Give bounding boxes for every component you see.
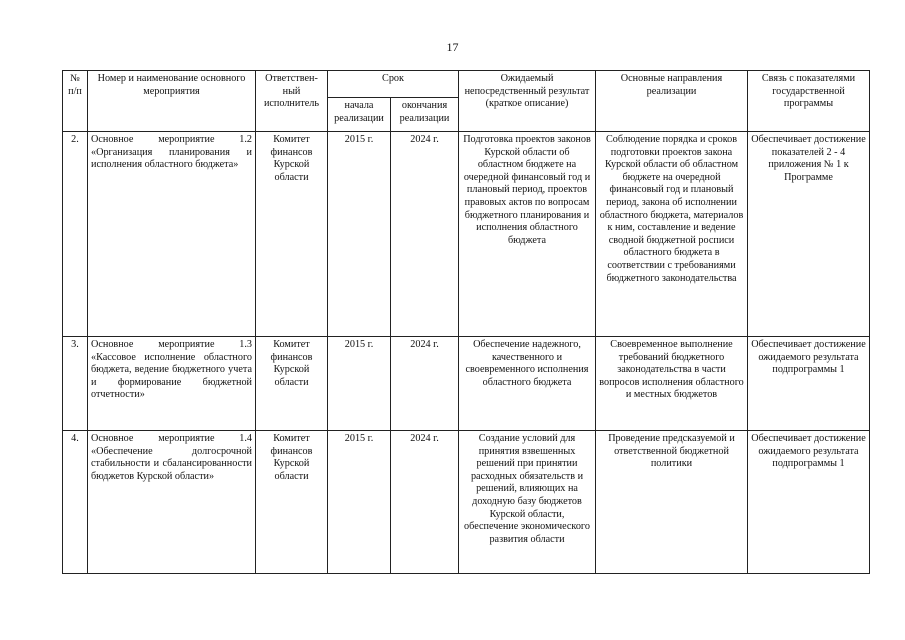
row-responsible: Комитет финансов Курской области [256, 431, 328, 574]
header-end: окончания реализации [391, 98, 459, 132]
header-start: начала реализации [328, 98, 391, 132]
row-start: 2015 г. [328, 337, 391, 431]
table-row [63, 132, 870, 337]
row-name: Основное мероприятие 1.4 «Обеспечение долгосрочной стабильности и сбалансированности бюджетов Курской области» [88, 431, 256, 574]
row-directions: Соблюдение порядка и сроков подготовки проектов закона Курской области об областном бюджете на очередной финансовый год и плановый период, закона об исполнении областного бюджета, материалов к ним, составление и ведение сводной бюджетной росписи областного бюджета в соответствии с требованиями бюджетного законодательства [596, 132, 748, 337]
row-end: 2024 г. [391, 337, 459, 431]
row-start: 2015 г. [328, 431, 391, 574]
row-end: 2024 г. [391, 132, 459, 337]
row-responsible: Комитет финансов Курской области [256, 132, 328, 337]
row-num: 4. [63, 431, 88, 574]
row-result: Обеспечение надежного, качественного и своевременного исполнения областного бюджета [459, 337, 596, 431]
measures-table [62, 70, 870, 574]
header-period: Срок [328, 71, 459, 98]
row-directions: Своевременное выполнение требований бюджетного законодательства в части вопросов исполнения областного и местных бюджетов [596, 337, 748, 431]
header-result: Ожидаемый непосредственный результат (краткое описание) [459, 71, 596, 132]
row-end: 2024 г. [391, 431, 459, 574]
row-directions: Проведение предсказуемой и ответственной бюджетной политики [596, 431, 748, 574]
row-link: Обеспечивает достижение ожидаемого результата подпрограммы 1 [748, 431, 870, 574]
header-link: Связь с показателями государственной программы [748, 71, 870, 132]
page-number: 17 [446, 40, 459, 54]
row-responsible: Комитет финансов Курской области [256, 337, 328, 431]
row-link: Обеспечивает достижение показателей 2 - 4 приложения № 1 к Программе [748, 132, 870, 337]
header-responsible: Ответствен-ный исполнитель [256, 71, 328, 132]
row-result: Создание условий для принятия взвешенных решений при принятии расходных обязательств и решений, влияющих на доходную базу бюджетов Курской области, обеспечение экономического развития области [459, 431, 596, 574]
table-row [63, 431, 870, 574]
row-name: Основное мероприятие 1.2 «Организация планирования и исполнения областного бюджета» [88, 132, 256, 337]
row-link: Обеспечивает достижение ожидаемого результата подпрограммы 1 [748, 337, 870, 431]
row-start: 2015 г. [328, 132, 391, 337]
header-num: № п/п [63, 71, 88, 132]
row-result: Подготовка проектов законов Курской области об областном бюджете на очередной финансовый год и плановый период, проектов правовых актов по вопросам бюджетного планирования и исполнения областного бюджета [459, 132, 596, 337]
row-num: 2. [63, 132, 88, 337]
header-name: Номер и наименование основного мероприятия [88, 71, 256, 132]
row-name: Основное мероприятие 1.3 «Кассовое исполнение областного бюджета, ведение бюджетного учета и формирование бюджетной отчетности» [88, 337, 256, 431]
row-num: 3. [63, 337, 88, 431]
header-directions: Основные направления реализации [596, 71, 748, 132]
table-row [63, 337, 870, 431]
